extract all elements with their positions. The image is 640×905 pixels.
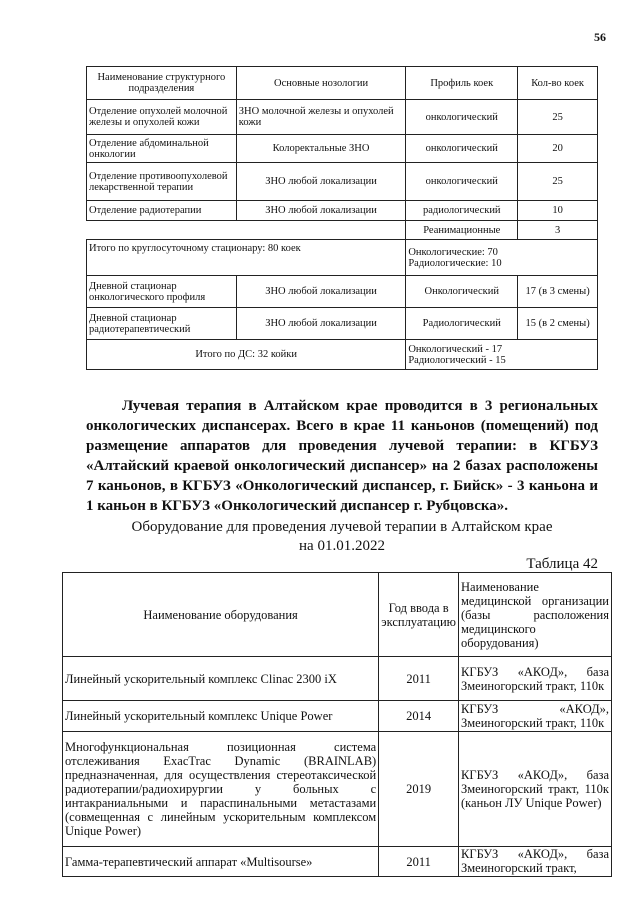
nosology-cell: ЗНО молочной железы и опухолей кожи <box>236 100 406 135</box>
header-bed-profile: Профиль коек <box>406 67 518 100</box>
total-round-clock-values <box>406 240 598 276</box>
bed-capacity-table <box>86 66 598 370</box>
body-paragraph <box>86 396 598 516</box>
organization-cell: КГБУЗ «АКОД», база Змеиногорский тракт, <box>459 847 612 877</box>
equipment-table <box>62 572 612 877</box>
count-cell: 15 (в 2 смены) <box>518 308 598 340</box>
department-cell: Дневной стационар радиотерапевтический <box>87 308 237 340</box>
nosology-cell: ЗНО любой локализации <box>236 163 406 201</box>
equipment-cell: Многофункциональная позиционная система отслеживания ExacTrac Dynamic (BRAINLAB) предназначенная, для осуществления стереотаксической радиотерапии/радиохирургии у больных с интакраниальными и параспинальными метастазами (совмещенная с линейным ускорительным комплексом Unique Power) <box>63 732 379 847</box>
total-round-clock-row <box>87 240 598 276</box>
header-organization: Наименование медицинской организации (базы расположения медицинского оборудования) <box>459 573 612 657</box>
header-equipment-name: Наименование оборудования <box>63 573 379 657</box>
header-department: Наименование структурного подразделения <box>87 67 237 100</box>
nosology-cell: ЗНО любой локализации <box>236 308 406 340</box>
total-round-clock-label: Итого по круглосуточному стационару: 80 коек <box>87 240 406 276</box>
header-nosology: Основные нозологии <box>236 67 406 100</box>
table-row <box>87 135 598 163</box>
department-cell: Отделение абдоминальной онкологии <box>87 135 237 163</box>
organization-cell: КГБУЗ «АКОД», база Змеиногорский тракт, 110к <box>459 657 612 701</box>
count-cell: 20 <box>518 135 598 163</box>
count-cell: 25 <box>518 163 598 201</box>
department-cell: Отделение противоопухолевой лекарственной терапии <box>87 163 237 201</box>
equipment-cell: Линейный ускорительный комплекс Clinac 2300 iX <box>63 657 379 701</box>
table-row <box>87 276 598 308</box>
department-cell: Отделение радиотерапии <box>87 201 237 221</box>
table2-title-line2: на 01.01.2022 <box>299 538 385 554</box>
table-row <box>87 163 598 201</box>
total-day-label: Итого по ДС: 32 койки <box>87 340 406 370</box>
table-row <box>87 201 598 221</box>
count-cell: 25 <box>518 100 598 135</box>
department-cell: Отделение опухолей молочной железы и опухолей кожи <box>87 100 237 135</box>
nosology-cell: ЗНО любой локализации <box>236 201 406 221</box>
reanimation-row <box>87 221 598 240</box>
header-commission-year: Год ввода в эксплуатацию <box>379 573 459 657</box>
total-oncological: Онкологические: 70 <box>408 246 498 258</box>
table-header-row <box>63 573 612 657</box>
profile-cell: онкологический <box>406 100 518 135</box>
page-number: 56 <box>594 30 606 44</box>
organization-cell: КГБУЗ «АКОД», база Змеиногорский тракт, 110к (каньон ЛУ Unique Power) <box>459 732 612 847</box>
table2-title-line1: Оборудование для проведения лучевой терапии в Алтайском крае <box>131 519 553 535</box>
table2-title <box>86 518 598 556</box>
table-row <box>63 847 612 877</box>
profile-cell: онкологический <box>406 163 518 201</box>
total-day-oncological: Онкологический - 17 <box>408 343 503 355</box>
table-row <box>63 657 612 701</box>
equipment-cell: Линейный ускорительный комплекс Unique Power <box>63 701 379 732</box>
table-header-row <box>87 67 598 100</box>
year-cell: 2014 <box>379 701 459 732</box>
year-cell: 2011 <box>379 847 459 877</box>
header-bed-count: Кол-во коек <box>518 67 598 100</box>
year-cell: 2019 <box>379 732 459 847</box>
body-paragraph-text: Лучевая терапия в Алтайском крае проводится в 3 региональных онкологических диспансерах. Всего в крае 11 каньонов (помещений) под размещение аппаратов для проведения лучевой терапии: в КГБУЗ «Алтайский краевой онкологический диспансер» на 2 базах расположены 7 каньонов, в КГБУЗ «Онкологический диспансер, г. Бийск» - 3 каньона и 1 каньон в КГБУЗ «Онкологический диспансер г. Рубцовска». <box>86 398 598 514</box>
table2-number-label: Таблица 42 <box>526 556 598 572</box>
reanimation-count: 3 <box>518 221 598 240</box>
equipment-cell: Гамма-терапевтический аппарат «Multisourse» <box>63 847 379 877</box>
organization-cell: КГБУЗ «АКОД», Змеиногорский тракт, 110к <box>459 701 612 732</box>
count-cell: 10 <box>518 201 598 221</box>
profile-cell: радиологический <box>406 201 518 221</box>
table-row <box>87 100 598 135</box>
profile-cell: Радиологический <box>406 308 518 340</box>
table-row <box>63 701 612 732</box>
nosology-cell: Колоректальные ЗНО <box>236 135 406 163</box>
nosology-cell: ЗНО любой локализации <box>236 276 406 308</box>
total-day-radiological: Радиологический - 15 <box>408 354 506 366</box>
table-row <box>87 308 598 340</box>
reanimation-label: Реанимационные <box>406 221 518 240</box>
table-row <box>63 732 612 847</box>
department-cell: Дневной стационар онкологического профиля <box>87 276 237 308</box>
total-radiological: Радиологические: 10 <box>408 257 502 269</box>
count-cell: 17 (в 3 смены) <box>518 276 598 308</box>
total-day-values <box>406 340 598 370</box>
profile-cell: Онкологический <box>406 276 518 308</box>
total-day-row <box>87 340 598 370</box>
profile-cell: онкологический <box>406 135 518 163</box>
year-cell: 2011 <box>379 657 459 701</box>
